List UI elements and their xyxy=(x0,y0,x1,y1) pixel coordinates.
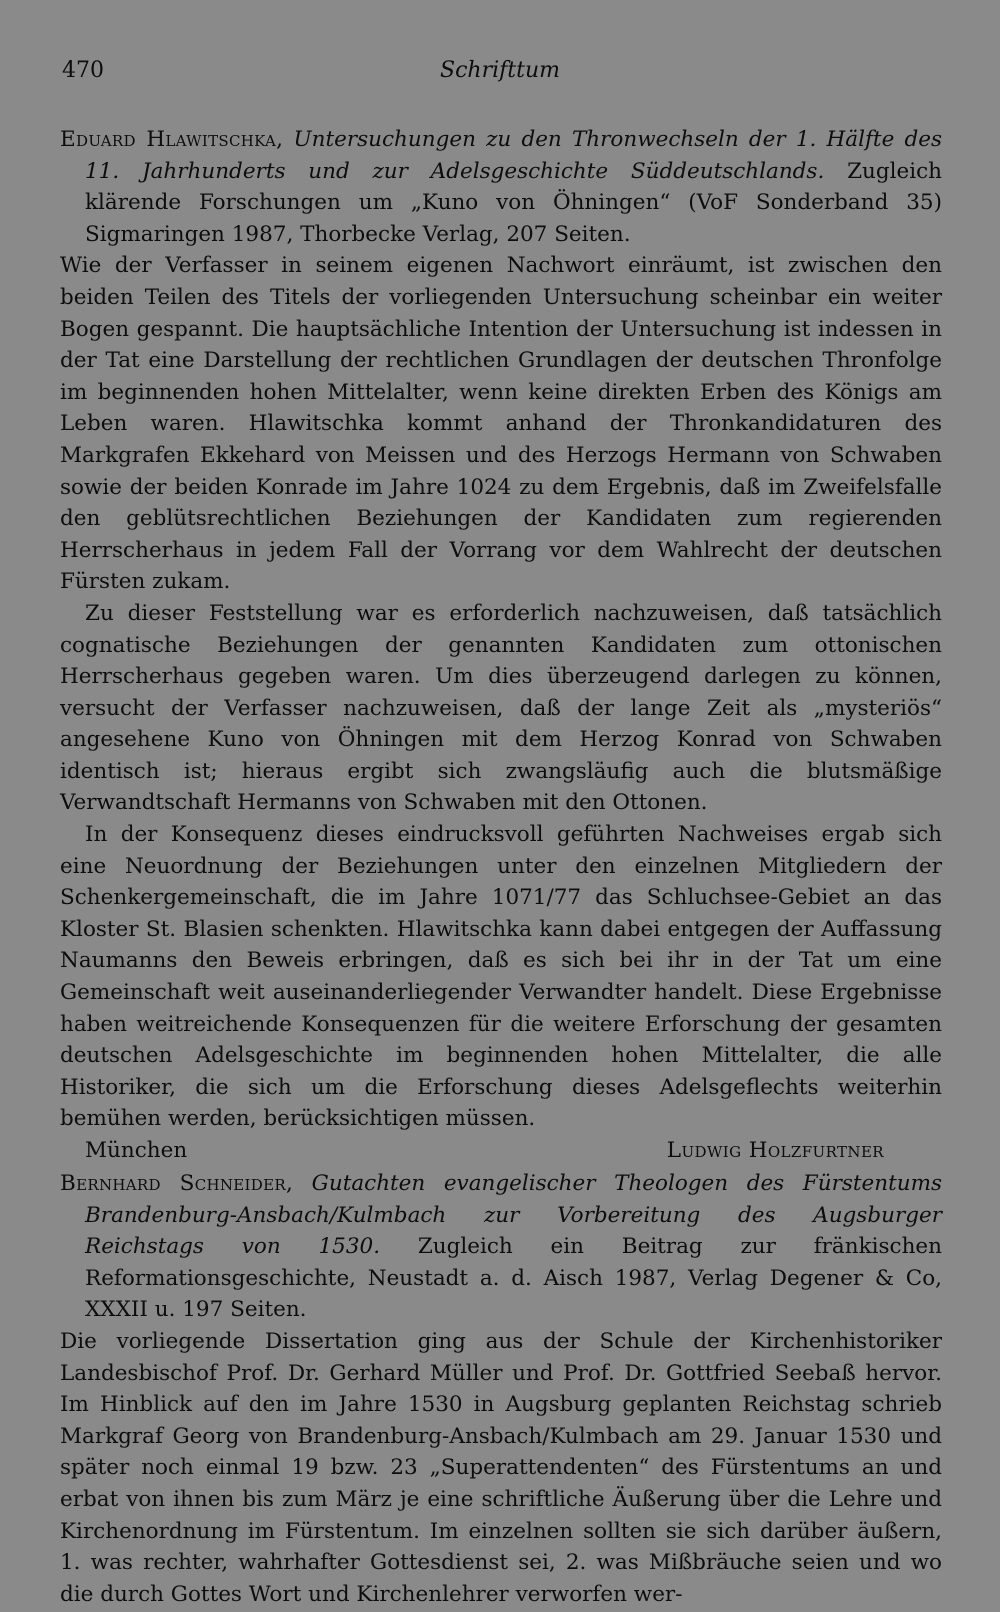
review-schneider xyxy=(60,1168,942,1610)
page-number: 470 xyxy=(62,58,104,83)
book-title: Gutachten evangelischer Theologen des Fürstentums Brandenburg-Ansbach/Kulmbach zur Vorbereitung des Augsburger Reichstags von 1530. xyxy=(85,1171,942,1260)
place: München xyxy=(85,1138,188,1163)
reviewer-name: Ludwig Holzfurtner xyxy=(666,1138,884,1163)
author-name: Bernhard Schneider, xyxy=(60,1171,294,1196)
book-title: Untersuchungen zu den Thronwechseln der 1. Hälfte des 11. Jahrhunderts und zur Adelsgeschichte Süddeutschlands. xyxy=(85,127,942,184)
review-paragraph: Zu dieser Feststellung war es erforderlich nachzuweisen, daß tatsächlich cognatische Beziehungen der genannten Kandidaten zum ottonischen Herrscherhaus gegeben waren. Um dies überzeugend darlegen zu können, versucht der Verfasser nachzuweisen, daß der lange Zeit als „mysteriös“ angesehene Kuno von Öhningen mit dem Herzog Konrad von Schwaben identisch ist; hieraus ergibt sich zwangsläufig auch die blutsmäßige Verwandtschaft Hermanns von Schwaben mit den Ottonen. xyxy=(60,600,942,816)
review-paragraph: In der Konsequenz dieses eindrucksvoll geführten Nachweises ergab sich eine Neuordnung der Beziehungen unter den einzelnen Mitgliedern der Schenkergemeinschaft, die im Jahre 1071/77 das Schluchsee-Gebiet an das Kloster St. Blasien schenkten. Hlawitschka kann dabei entgegen der Auffassung Naumanns den Beweis erbringen, daß es sich bei ihr in der Tat um eine Gemeinschaft weit auseinanderliegender Verwandter handelt. Diese Ergebnisse haben weitreichende Konsequenzen für die weitere Erforschung der gesamten deutschen Adelsgeschichte im beginnenden hohen Mittelalter, die alle Historiker, die sich um die Erforschung dieses Adelsgeflechts weiterhin bemühen werden, berücksichtigen müssen. xyxy=(60,822,942,1132)
citation xyxy=(60,1168,942,1326)
running-head: Schrifttum xyxy=(440,58,560,83)
review-hlawitschka xyxy=(60,124,942,1167)
author-name: Eduard Hlawitschka, xyxy=(60,127,284,152)
citation xyxy=(60,124,942,250)
review-paragraph: Wie der Verfasser in seinem eigenen Nachwort einräumt, ist zwischen den beiden Teilen des Titels der vorliegenden Untersuchung scheinbar ein weiter Bogen gespannt. Die hauptsächliche Intention der Untersuchung ist indessen in der Tat eine Darstellung der rechtlichen Grundlagen der deutschen Thronfolge im beginnenden hohen Mittelalter, wenn keine direkten Erben des Königs am Leben waren. Hlawitschka kommt anhand der Thronkandidaturen des Markgrafen Ekkehard von Meissen und des Herzogs Hermann von Schwaben sowie der beiden Konrade im Jahre 1024 zu dem Ergebnis, daß im Zweifelsfalle den geblütsrechtlichen Beziehungen der Kandidaten zum regierenden Herrscherhaus in jedem Fall der Vorrang vor dem Wahlrecht der deutschen Fürsten zukam. xyxy=(60,253,942,595)
review-signature xyxy=(60,1135,942,1167)
publication-details: Zugleich klärende Forschungen um „Kuno von Öhningen“ (VoF Sonderband 35) Sigmaringen 1987, Thorbecke Verlag, 207 Seiten. xyxy=(85,158,942,247)
review-paragraph: Die vorliegende Dissertation ging aus der Schule der Kirchenhistoriker Landesbischof Prof. Dr. Gerhard Müller und Prof. Dr. Gottfried Seebaß hervor. Im Hinblick auf den im Jahre 1530 in Augsburg geplanten Reichstag schrieb Markgraf Georg von Brandenburg-Ansbach/Kulmbach am 29. Januar 1530 und später noch einmal 19 bzw. 23 „Superattendenten“ des Fürstentums an und erbat von ihnen bis zum März je eine schriftliche Äußerung über die Lehre und Kirchenordnung im Fürstentum. Im einzelnen sollten sie sich darüber äußern, 1. was rechter, wahrhafter Gottesdienst sei, 2. was Mißbräuche seien und wo die durch Gottes Wort und Kirchenlehrer verworfen wer- xyxy=(60,1328,942,1607)
publication-details: Zugleich ein Beitrag zur fränkischen Reformationsgeschichte, Neustadt a. d. Aisch 1987, Verlag Degener & Co, XXXII u. 197 Seiten. xyxy=(85,1234,942,1323)
